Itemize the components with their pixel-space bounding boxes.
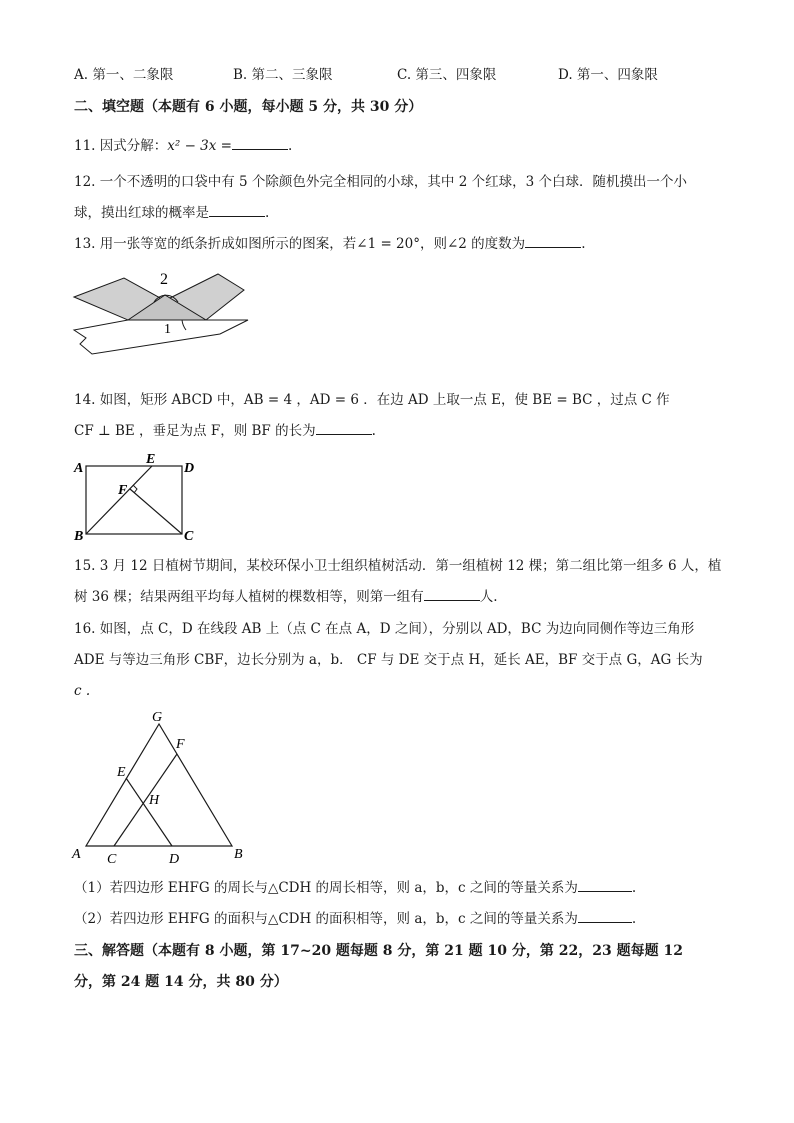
q14-label-b: B bbox=[74, 529, 84, 544]
q14-line2 bbox=[74, 422, 376, 440]
q11-expression: x² − 3x = bbox=[167, 138, 232, 154]
q13-answer-blank[interactable] bbox=[525, 235, 581, 248]
option-c: C. 第三、四象限 bbox=[397, 67, 497, 83]
q14-segment-cf bbox=[130, 489, 182, 534]
q15-line1: 15. 3 月 12 日植树节期间，某校环保小卫士组织植树活动．第一组植树 12 棵；第二组比第一组多 6 人，植 bbox=[74, 558, 722, 574]
q14-answer-blank[interactable] bbox=[316, 422, 372, 435]
q16-label-d: D bbox=[169, 852, 180, 867]
q12-line2 bbox=[74, 204, 269, 222]
q16-line1: 16. 如图，点 C，D 在线段 AB 上（点 C 在点 A，D 之间），分别以 AD，BC 为边向同侧作等边三角形 bbox=[74, 621, 695, 637]
question-11 bbox=[74, 137, 292, 155]
q16-segment-de bbox=[126, 778, 172, 846]
q16-part2 bbox=[74, 910, 636, 928]
q16-line2: ADE 与等边三角形 CBF，边长分别为 a，b． CF 与 DE 交于点 H，延长 AE，BF 交于点 G，AG 长为 bbox=[74, 652, 703, 668]
q14-rectangle-abcd bbox=[86, 466, 182, 534]
q13-label-2: 2 bbox=[160, 271, 168, 288]
q14-label-a: A bbox=[74, 461, 84, 476]
q16-label-c: C bbox=[107, 852, 117, 867]
question-13 bbox=[74, 235, 585, 253]
q16-part2-answer-blank[interactable] bbox=[578, 910, 632, 923]
q12-line1: 12. 一个不透明的口袋中有 5 个除颜色外完全相同的小球，其中 2 个红球，3 个白球．随机摸出一个小 bbox=[74, 174, 687, 190]
section-2-heading: 二、填空题（本题有 6 小题，每小题 5 分，共 30 分） bbox=[74, 99, 423, 115]
q16-part2-prefix: （2）若四边形 EHFG 的面积与△CDH 的面积相等，则 a，b，c 之间的等量关系为 bbox=[74, 911, 578, 927]
q16-part1-answer-blank[interactable] bbox=[578, 879, 632, 892]
q16-part1 bbox=[74, 879, 636, 897]
q16-part1-suffix: . bbox=[631, 880, 637, 896]
q11-answer-blank[interactable] bbox=[232, 137, 288, 150]
option-a: A. 第一、二象限 bbox=[74, 67, 174, 83]
q16-line3: c . bbox=[74, 683, 91, 699]
q16-label-f: F bbox=[176, 737, 185, 752]
q13-folded-strip-figure bbox=[70, 262, 252, 357]
option-d: D. 第一、四象限 bbox=[558, 67, 658, 83]
q16-label-e: E bbox=[117, 765, 126, 780]
q12-line2-prefix: 球，摸出红球的概率是 bbox=[74, 205, 209, 221]
q14-label-d: D bbox=[184, 461, 195, 476]
q16-part2-suffix: . bbox=[631, 911, 637, 927]
q16-label-h: H bbox=[149, 793, 160, 808]
q14-label-c: C bbox=[184, 529, 194, 544]
q16-triangles-figure bbox=[66, 706, 256, 866]
q15-suffix: 人. bbox=[479, 589, 498, 605]
q14-rectangle-figure bbox=[70, 452, 200, 544]
q14-label-e: E bbox=[146, 452, 156, 467]
q15-answer-blank[interactable] bbox=[424, 588, 480, 601]
q12-suffix: . bbox=[265, 205, 270, 221]
q11-prefix: 11. 因式分解： bbox=[74, 138, 168, 154]
q14-line2-prefix: CF ⊥ BE ，垂足为点 F，则 BF 的长为 bbox=[74, 423, 316, 439]
q16-label-a: A bbox=[72, 847, 81, 862]
q13-label-1: 1 bbox=[164, 322, 171, 337]
q16-part1-prefix: （1）若四边形 EHFG 的周长与△CDH 的周长相等，则 a，b，c 之间的等量关系为 bbox=[74, 880, 578, 896]
q13-suffix: . bbox=[581, 236, 586, 252]
q14-line1: 14. 如图，矩形 ABCD 中，AB = 4 ，AD = 6 ．在边 AD 上取一点 E，使 BE = BC ，过点 C 作 bbox=[74, 392, 670, 408]
option-b: B. 第二、三象限 bbox=[233, 67, 333, 83]
q15-line2-prefix: 树 36 棵；结果两组平均每人植树的棵数相等，则第一组有 bbox=[74, 589, 424, 605]
q13-lower-strip bbox=[74, 320, 248, 354]
section-3-heading-line2: 分，第 24 题 14 分，共 80 分） bbox=[74, 974, 288, 990]
q11-suffix: . bbox=[288, 138, 293, 154]
q14-label-f: F bbox=[118, 483, 128, 498]
q12-answer-blank[interactable] bbox=[209, 204, 265, 217]
q13-prefix: 13. 用一张等宽的纸条折成如图所示的图案，若∠1 = 20°，则∠2 的度数为 bbox=[74, 236, 526, 252]
q14-suffix: . bbox=[371, 423, 376, 439]
q15-line2 bbox=[74, 588, 498, 606]
section-3-heading-line1: 三、解答题（本题有 8 小题，第 17~20 题每题 8 分，第 21 题 10 分，第 22，23 题每题 12 bbox=[74, 943, 683, 959]
q16-label-b: B bbox=[234, 847, 243, 862]
q16-label-g: G bbox=[152, 710, 163, 725]
